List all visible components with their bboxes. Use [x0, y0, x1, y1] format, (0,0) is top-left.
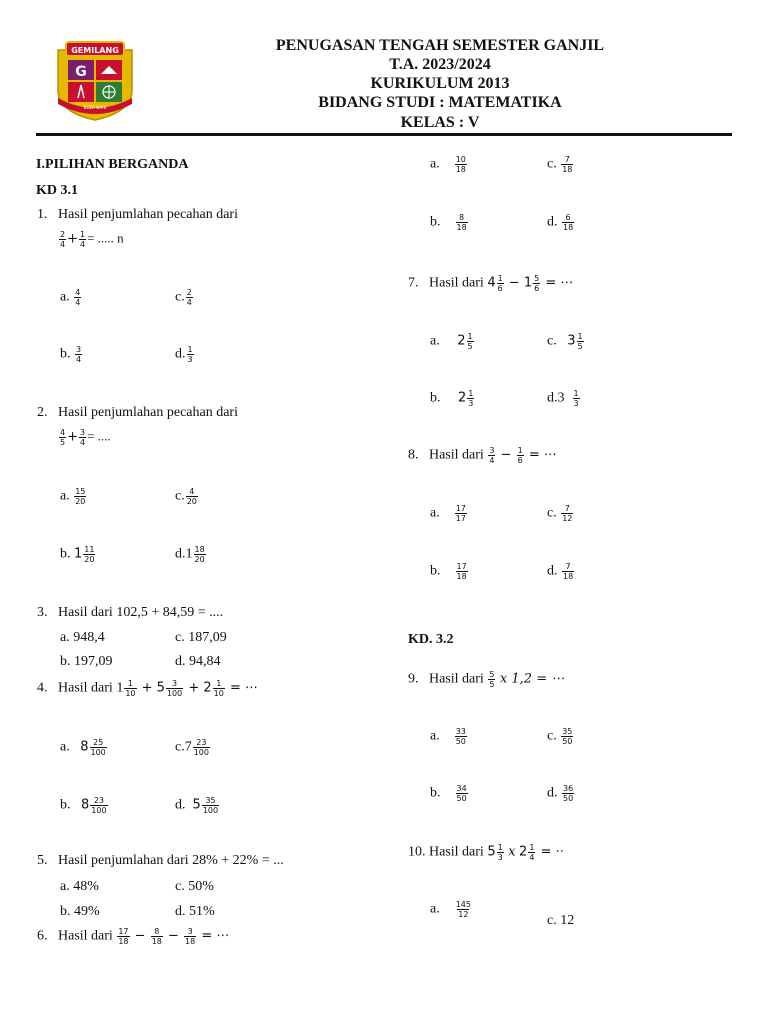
- header-curriculum: KURIKULUM 2013: [370, 75, 510, 92]
- q6-option-d[interactable]: d. $\frac{6}{18}$: [547, 213, 574, 232]
- q8-option-d[interactable]: d. $\frac{7}{18}$: [547, 562, 574, 581]
- kd-3-1-label: KD 3.1: [36, 183, 78, 198]
- q9-option-a[interactable]: a. $\frac{33}{50}$: [430, 727, 466, 746]
- q4-option-d[interactable]: d. 5 $\frac{35}{100}$: [175, 796, 219, 815]
- question-6: 6. Hasil dari $\frac{17}{18}$ − $\frac{8}{18}$ − $\frac{3}{18}$ = ⋯: [37, 927, 230, 946]
- logo-top-text: GEMILANG: [71, 46, 119, 55]
- svg-text:G: G: [75, 64, 87, 80]
- g-letter-icon: [75, 64, 87, 80]
- q3-option-d[interactable]: d. 94,84: [175, 654, 221, 669]
- q5-option-d[interactable]: d. 51%: [175, 904, 215, 919]
- question-7: 7. Hasil dari 4 $\frac{1}{6}$ − 1 $\frac{5}{6}$ = ⋯: [408, 274, 574, 293]
- question-10: 10. Hasil dari 5 $\frac{1}{3}$ x 2 $\frac{1}{4}$ = ⋅⋅: [408, 843, 564, 862]
- section-title: I.PILIHAN BERGANDA: [36, 157, 189, 172]
- q4-option-a[interactable]: a. 8 $\frac{25}{100}$: [60, 738, 106, 757]
- q6-option-a[interactable]: a. $\frac{10}{18}$: [430, 155, 466, 174]
- question-3: 3. Hasil dari 102,5 + 84,59 = ....: [37, 605, 224, 620]
- q1-option-c[interactable]: c. $\frac{2}{4}$: [175, 288, 192, 307]
- question-1: 1. Hasil penjumlahan pecahan dari: [37, 207, 238, 222]
- question-1-expression: $\frac{2}{4}$ + $\frac{1}{4}$ = ..... n: [60, 230, 124, 249]
- question-2: 2. Hasil penjumlahan pecahan dari: [37, 405, 238, 420]
- q8-option-b[interactable]: b. $\frac{17}{18}$: [430, 562, 467, 581]
- q2-option-b[interactable]: b. 1 $\frac{11}{20}$: [60, 545, 95, 564]
- question-9: 9. Hasil dari $\frac{5}{5}$ x 1,2 = ⋯: [408, 670, 565, 689]
- q4-option-b[interactable]: b. 8 $\frac{23}{100}$: [60, 796, 107, 815]
- header-subject: BIDANG STUDI : MATEMATIKA: [318, 94, 562, 111]
- q3-option-b[interactable]: b. 197,09: [60, 654, 113, 669]
- q2-option-d[interactable]: d.1 $\frac{18}{20}$: [175, 545, 205, 564]
- q10-option-a[interactable]: a. $\frac{145}{12}$: [430, 900, 471, 919]
- q3-option-c[interactable]: c. 187,09: [175, 630, 227, 645]
- kd-3-2-label: KD. 3.2: [408, 632, 454, 647]
- q1-option-b[interactable]: b. $\frac{3}{4}$: [60, 345, 82, 364]
- q6-option-b[interactable]: b. $\frac{8}{18}$: [430, 213, 467, 232]
- q7-option-c[interactable]: c. 3 $\frac{1}{5}$: [547, 332, 583, 351]
- question-4: 4. Hasil dari 1 $\frac{1}{10}$ + 5 $\frac{3}{100}$ + 2 $\frac{1}{10}$ = ⋯: [37, 679, 259, 698]
- q5-option-b[interactable]: b. 49%: [60, 904, 100, 919]
- q2-option-c[interactable]: c. $\frac{4}{20}$: [175, 487, 197, 506]
- q7-option-d[interactable]: d.3 $\frac{1}{3}$: [547, 389, 579, 408]
- school-logo: [50, 38, 140, 122]
- q9-option-d[interactable]: d. $\frac{36}{50}$: [547, 784, 574, 803]
- q9-option-c[interactable]: c. $\frac{35}{50}$: [547, 727, 573, 746]
- question-8: 8. Hasil dari $\frac{3}{4}$ − $\frac{1}{6}$ = ⋯: [408, 446, 557, 465]
- q5-option-c[interactable]: c. 50%: [175, 879, 214, 894]
- header-year: T.A. 2023/2024: [389, 56, 491, 73]
- header-divider: [36, 133, 732, 136]
- header-title: PENUGASAN TENGAH SEMESTER GANJIL: [275, 37, 605, 54]
- q2-option-a[interactable]: a. $\frac{15}{20}$: [60, 487, 86, 506]
- q1-option-a[interactable]: a. $\frac{4}{4}$: [60, 288, 81, 307]
- q8-option-c[interactable]: c. $\frac{7}{12}$: [547, 504, 573, 523]
- globe-icon: [103, 86, 115, 98]
- q5-option-a[interactable]: a. 48%: [60, 879, 99, 894]
- q7-option-b[interactable]: b. 2 $\frac{1}{3}$: [430, 389, 474, 408]
- q3-option-a[interactable]: a. 948,4: [60, 630, 105, 645]
- q9-option-b[interactable]: b. $\frac{34}{50}$: [430, 784, 467, 803]
- q10-option-c[interactable]: c. 12: [547, 913, 575, 928]
- question-2-expression: $\frac{4}{5}$ + $\frac{3}{4}$ = ....: [60, 428, 111, 447]
- q1-option-d[interactable]: d. $\frac{1}{3}$: [175, 345, 193, 364]
- question-5: 5. Hasil penjumlahan dari 28% + 22% = ...: [37, 853, 284, 868]
- q7-option-a[interactable]: a. 2 $\frac{1}{5}$: [430, 332, 473, 351]
- q8-option-a[interactable]: a. $\frac{17}{17}$: [430, 504, 466, 523]
- logo-bottom-text: BUDI BAIK: [83, 106, 107, 111]
- q4-option-c[interactable]: c.7 $\frac{23}{100}$: [175, 738, 209, 757]
- q6-option-c[interactable]: c. $\frac{7}{18}$: [547, 155, 573, 174]
- header-class: KELAS : V: [400, 114, 480, 131]
